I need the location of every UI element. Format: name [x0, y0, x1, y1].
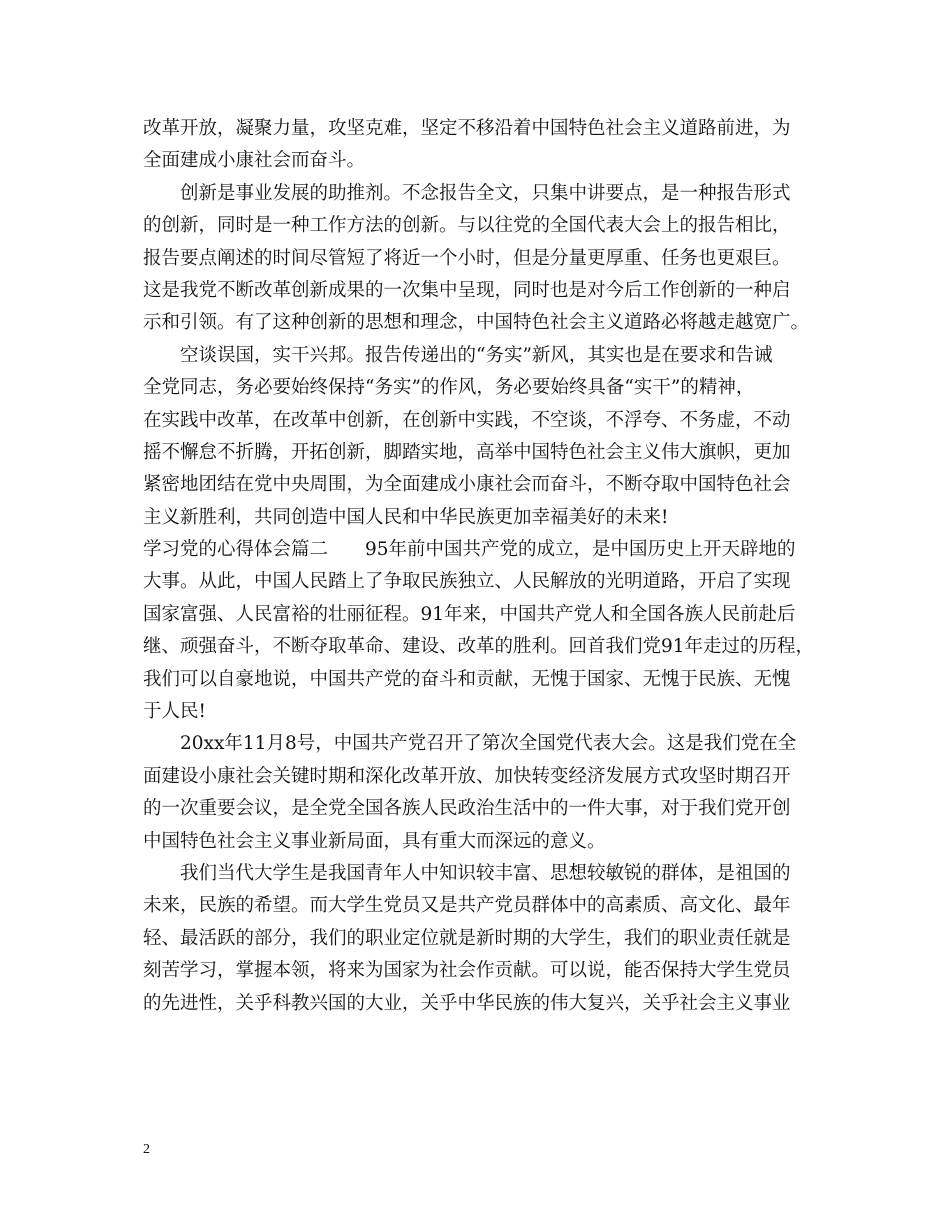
text-line: 全党同志，务必要始终保持“务实”的作风，务必要始终具备“实干”的精神，: [143, 377, 755, 399]
text-line: 这是我党不断改革创新成果的一次集中呈现，同时也是对今后工作创新的一种启: [143, 279, 791, 301]
text-line: 的先进性，关乎科教兴国的大业，关乎中华民族的伟大复兴，关乎社会主义事业: [143, 992, 791, 1014]
text-line: 创新是事业发展的助推剂。不念报告全文，只集中讲要点，是一种报告形式: [180, 182, 791, 204]
text-line: 我们可以自豪地说，中国共产党的奋斗和贡献，无愧于国家、无愧于民族、无愧: [143, 668, 791, 690]
text-line: 中国特色社会主义事业新局面，具有重大而深远的意义。: [143, 830, 606, 852]
text-line: 主义新胜利，共同创造中国人民和中华民族更加幸福美好的未来!: [143, 506, 669, 528]
text-line: 摇不懈怠不折腾，开拓创新，脚踏实地，高举中国特色社会主义伟大旗帜，更加: [143, 441, 791, 463]
text-line: 国家富强、人民富裕的壮丽征程。91年来，中国共产党人和全国各族人民前赴后: [143, 603, 796, 625]
text-line: 学习党的心得体会篇二 95年前中国共产党的成立，是中国历史上开天辟地的: [143, 539, 796, 561]
text-line: 于人民!: [143, 701, 206, 723]
text-line: 20xx年11月8号，中国共产党召开了第次全国党代表大会。这是我们党在全: [180, 733, 797, 755]
text-line: 面建设小康社会关键时期和深化改革开放、加快转变经济发展方式攻坚时期召开: [143, 765, 791, 787]
page-number: 2: [143, 1142, 150, 1157]
text-line: 大事。从此，中国人民踏上了争取民族独立、人民解放的光明道路，开启了实现: [143, 571, 791, 593]
text-line: 紧密地团结在党中央周围，为全面建成小康社会而奋斗，不断夺取中国特色社会: [143, 474, 791, 496]
document-body: [143, 113, 823, 1020]
text-line: 报告要点阐述的时间尽管短了将近一个小时，但是分量更厚重、任务也更艰巨。: [143, 247, 791, 269]
text-line: 刻苦学习，掌握本领，将来为国家为社会作贡献。可以说，能否保持大学生党员: [143, 960, 791, 982]
text-line: 示和引领。有了这种创新的思想和理念，中国特色社会主义道路必将越走越宽广。: [143, 312, 810, 334]
text-line: 未来，民族的希望。而大学生党员又是共产党员群体中的高素质、高文化、最年: [143, 895, 791, 917]
text-line: 的创新，同时是一种工作方法的创新。与以往党的全国代表大会上的报告相比，: [143, 215, 791, 237]
text-line: 继、顽强奋斗，不断夺取革命、建设、改革的胜利。回首我们党91年走过的历程，: [143, 636, 815, 658]
text-line: 的一次重要会议，是全党全国各族人民政治生活中的一件大事，对于我们党开创: [143, 798, 791, 820]
text-line: 改革开放，凝聚力量，攻坚克难，坚定不移沿着中国特色社会主义道路前进，为: [143, 118, 791, 139]
text-line: 全面建成小康社会而奋斗。: [143, 150, 366, 172]
text-line: 我们当代大学生是我国青年人中知识较丰富、思想较敏锐的群体，是祖国的: [180, 862, 791, 884]
text-line: 轻、最活跃的部分，我们的职业定位就是新时期的大学生，我们的职业责任就是: [143, 927, 791, 949]
text-line: 在实践中改革，在改革中创新，在创新中实践，不空谈，不浮夸、不务虚，不动: [143, 409, 791, 431]
text-line: 空谈误国，实干兴邦。报告传递出的“务实”新风，其实也是在要求和告诫: [180, 344, 773, 366]
